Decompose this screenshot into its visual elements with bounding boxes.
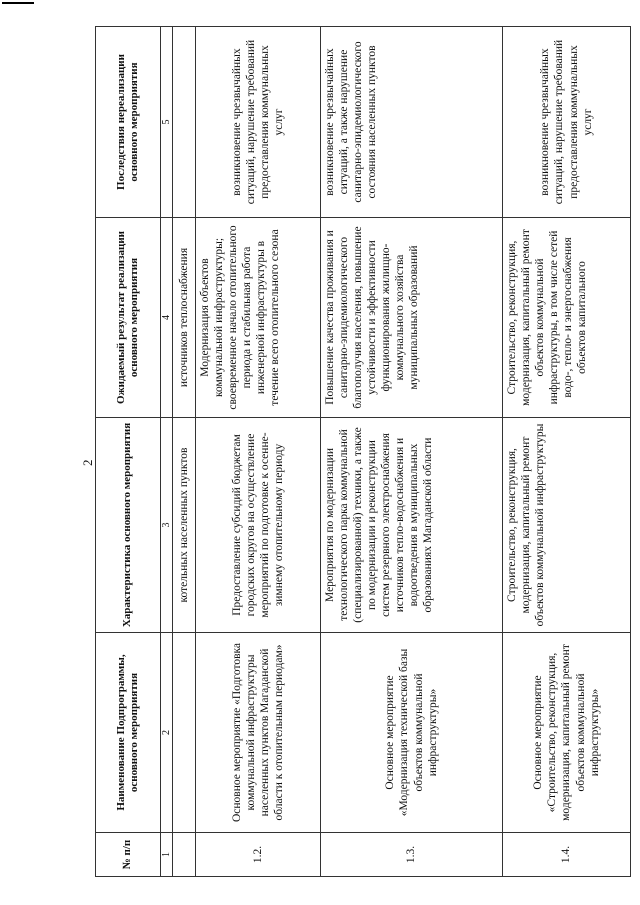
row-name: Основное мероприятие «Строительство, реконструкция, модернизация, капитальный ремонт объектов коммунальной инфраструктуры» [503,633,631,833]
row-number: 1.4. [503,833,631,877]
row-characteristic: котельных населенных пунктов [173,418,196,633]
row-number [173,833,196,877]
column-number: 3 [161,418,173,633]
row-characteristic: Предоставление субсидий бюджетам городских округов на осуществление мероприятий по подготовке к осенне-зимнему отопительному периоду [196,418,321,633]
row-result: Повышение качества проживания и санитарно-эпидемиологического благополучия населения, повышение устойчивости и эффективности функционирования жилищно-коммунального хозяйства муниципальных образований [321,218,503,418]
table-row [196,27,321,877]
row-name [173,633,196,833]
header-number: № п/п [96,833,161,877]
row-characteristic: Мероприятия по модернизации технологического парка коммунальной (специализированной) техники, а также по модернизации и реконструкции систем резервного электроснабжения источников тепло-водоснабжения и водоотведения в муниципальных образованиях Магаданской области [321,418,503,633]
header-characteristic: Характеристика основного мероприятия [96,418,161,633]
header-result: Ожидаемый результат реализации основного мероприятия [96,218,161,418]
header-consequence: Последствия нереализации основного мероприятия [96,27,161,218]
column-number-row [161,27,173,877]
row-result: источников теплоснабжения [173,218,196,418]
row-consequence: возникновение чрезвычайных ситуаций, а также нарушение санитарно-эпидемиологического состояния населенных пунктов [321,27,503,218]
program-measures-table [95,26,631,877]
column-number: 2 [161,633,173,833]
row-consequence [173,27,196,218]
column-number: 5 [161,27,173,218]
table-row [173,27,196,877]
table-row [321,27,503,877]
column-number: 1 [161,833,173,877]
row-result: Строительство, реконструкция, модернизация, капитальный ремонт объектов коммунальной инфраструктуры, в том числе сетей водо-, тепло- и энергоснабжения объектов капитального [503,218,631,418]
rotated-table-container [95,27,631,877]
row-characteristic: Строительство, реконструкция, модернизация, капитальный ремонт объектов коммунальной инфраструктуры [503,418,631,633]
table-row [503,27,631,877]
row-consequence: возникновение чрезвычайных ситуаций, нарушение требований предоставления коммунальных услуг [196,27,321,218]
table-header-row [96,27,161,877]
row-name: Основное мероприятие «Подготовка коммунальной инфраструктуры населенных пунктов Магаданской области к отопительным периодам» [196,633,321,833]
scan-corner-mark [2,2,34,4]
page-number: 2 [80,459,95,466]
row-result: Модернизация объектов коммунальной инфраструктуры; своевременное начало отопительного периода и стабильная работа инженерной инфраструктуры в течение всего отопительного сезона [196,218,321,418]
header-name: Наименование Подпрограммы, основного мероприятия [96,633,161,833]
row-name: Основное мероприятие «Модернизация технической базы объектов коммунальной инфраструктуры» [321,633,503,833]
row-number: 1.3. [321,833,503,877]
row-consequence: возникновение чрезвычайных ситуаций, нарушение требований предоставления коммунальных услуг [503,27,631,218]
column-number: 4 [161,218,173,418]
row-number: 1.2. [196,833,321,877]
